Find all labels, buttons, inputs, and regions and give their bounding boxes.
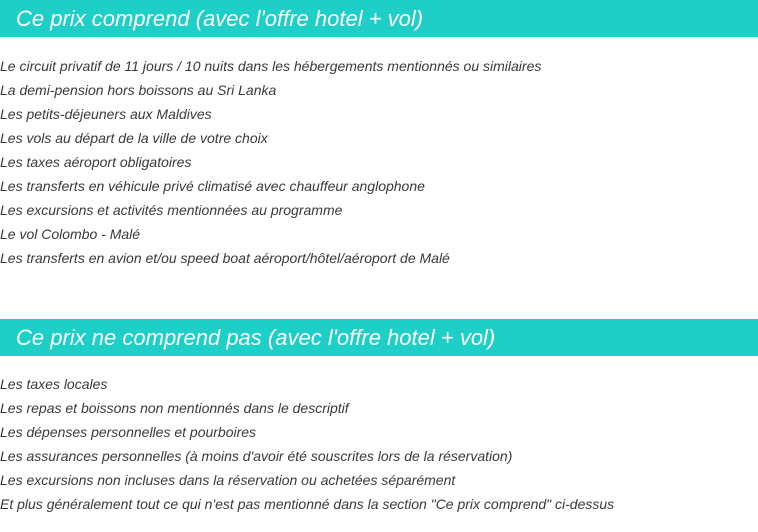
list-item: Les excursions non incluses dans la réservation ou achetées séparément (0, 472, 456, 488)
list-item: Et plus généralement tout ce qui n'est pas mentionné dans la section "Ce prix comprend" ci-dessus (0, 496, 615, 512)
price-includes-list (0, 37, 758, 270)
price-includes-heading: Ce prix comprend (avec l'offre hotel + vol) (0, 0, 758, 37)
list-item: Les assurances personnelles (à moins d'avoir été souscrites lors de la réservation) (0, 448, 513, 464)
list-item: Les transferts en véhicule privé climatisé avec chauffeur anglophone (0, 178, 425, 194)
list-item: Les excursions et activités mentionnées au programme (0, 202, 343, 218)
list-item: Les dépenses personnelles et pourboires (0, 424, 257, 440)
list-item: Les transferts en avion et/ou speed boat aéroport/hôtel/aéroport de Malé (0, 250, 450, 266)
price-excludes-list (0, 356, 758, 516)
list-item: La demi-pension hors boissons au Sri Lanka (0, 82, 277, 98)
list-item: Les taxes locales (0, 376, 108, 392)
list-item: Les repas et boissons non mentionnés dans le descriptif (0, 400, 349, 416)
list-item: Les petits-déjeuners aux Maldives (0, 106, 212, 122)
list-item: Le circuit privatif de 11 jours / 10 nuits dans les hébergements mentionnés ou similaires (0, 58, 542, 74)
price-excludes-section (0, 319, 758, 516)
list-item: Les vols au départ de la ville de votre choix (0, 130, 268, 146)
price-excludes-heading: Ce prix ne comprend pas (avec l'offre hotel + vol) (0, 319, 758, 356)
list-item: Le vol Colombo - Malé (0, 226, 141, 242)
list-item: Les taxes aéroport obligatoires (0, 154, 192, 170)
